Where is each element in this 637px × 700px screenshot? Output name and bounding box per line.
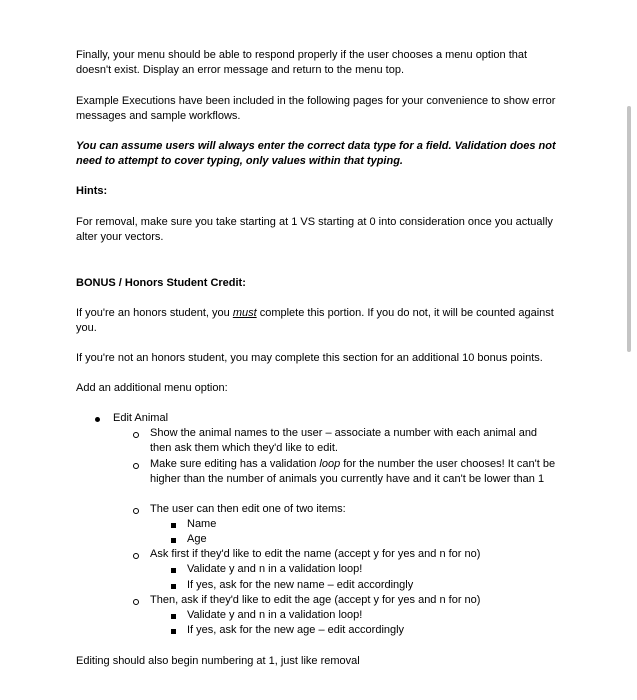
not-honors-paragraph: If you're not an honors student, you may complete this section for an additional 10 bonus points. [76, 352, 543, 364]
honors-emphasis: must [232, 307, 257, 319]
add-option-paragraph: Add an additional menu option: [76, 382, 228, 394]
list-item-edit-animal: Edit Animal [113, 412, 169, 424]
honors-text-before: If you're an honors student, you [76, 307, 233, 319]
hints-heading: Hints: [76, 185, 108, 197]
list-item-validate-age: Validate y and n in a validation loop! [187, 609, 363, 621]
validation-text-after: for the number the user chooses! It can't be higher than the number of animals you currently have and it can't be lower than 1 [150, 458, 556, 485]
list-item-edit-name: Ask first if they'd like to edit the name (accept y for yes and n for no) [150, 548, 481, 560]
bonus-heading: BONUS / Honors Student Credit: [76, 277, 246, 289]
honors-paragraph [76, 306, 561, 336]
disc-bullet-icon [95, 417, 100, 422]
honors-text-after: complete this portion. If you do not, it will be counted against you. [76, 307, 554, 334]
list-item-validation-loop [150, 457, 560, 487]
validation-emphasis: loop [319, 458, 341, 470]
circle-bullet-icon [133, 432, 139, 438]
paragraph-example-executions: Example Executions have been included in the following pages for your convenience to show error messages and sample workflows. [76, 95, 556, 122]
square-bullet-icon [171, 538, 176, 543]
list-item-edit-items: The user can then edit one of two items: [150, 503, 346, 515]
vertical-scrollbar[interactable] [627, 106, 631, 352]
paragraph-menu-error: Finally, your menu should be able to respond properly if the user chooses a menu option that doesn't exist. Display an error message and return to the menu top. [76, 49, 528, 76]
square-bullet-icon [171, 629, 176, 634]
list-item-new-age: If yes, ask for the new age – edit accordingly [187, 624, 405, 636]
circle-bullet-icon [133, 508, 139, 514]
list-item-new-name: If yes, ask for the new name – edit accordingly [187, 579, 414, 591]
validation-text-before: Make sure editing has a validation [150, 458, 320, 470]
square-bullet-icon [171, 523, 176, 528]
circle-bullet-icon [133, 599, 139, 605]
square-bullet-icon [171, 568, 176, 573]
paragraph-validation-note: You can assume users will always enter the correct data type for a field. Validation does not need to attempt to cover typing, only values within that typing. [76, 140, 556, 167]
hints-text: For removal, make sure you take starting at 1 VS starting at 0 into consideration once you actually alter your vectors. [76, 216, 553, 243]
circle-bullet-icon [133, 553, 139, 559]
list-item-show-names: Show the animal names to the user – associate a number with each animal and then ask them which they'd like to edit. [150, 427, 538, 454]
square-bullet-icon [171, 584, 176, 589]
final-paragraph: Editing should also begin numbering at 1, just like removal [76, 655, 360, 667]
square-bullet-icon [171, 614, 176, 619]
list-item-age: Age [187, 533, 207, 545]
list-item-name: Name [187, 518, 217, 530]
list-item-edit-age: Then, ask if they'd like to edit the age (accept y for yes and n for no) [150, 594, 481, 606]
circle-bullet-icon [133, 463, 139, 469]
list-item-validate-name: Validate y and n in a validation loop! [187, 563, 363, 575]
